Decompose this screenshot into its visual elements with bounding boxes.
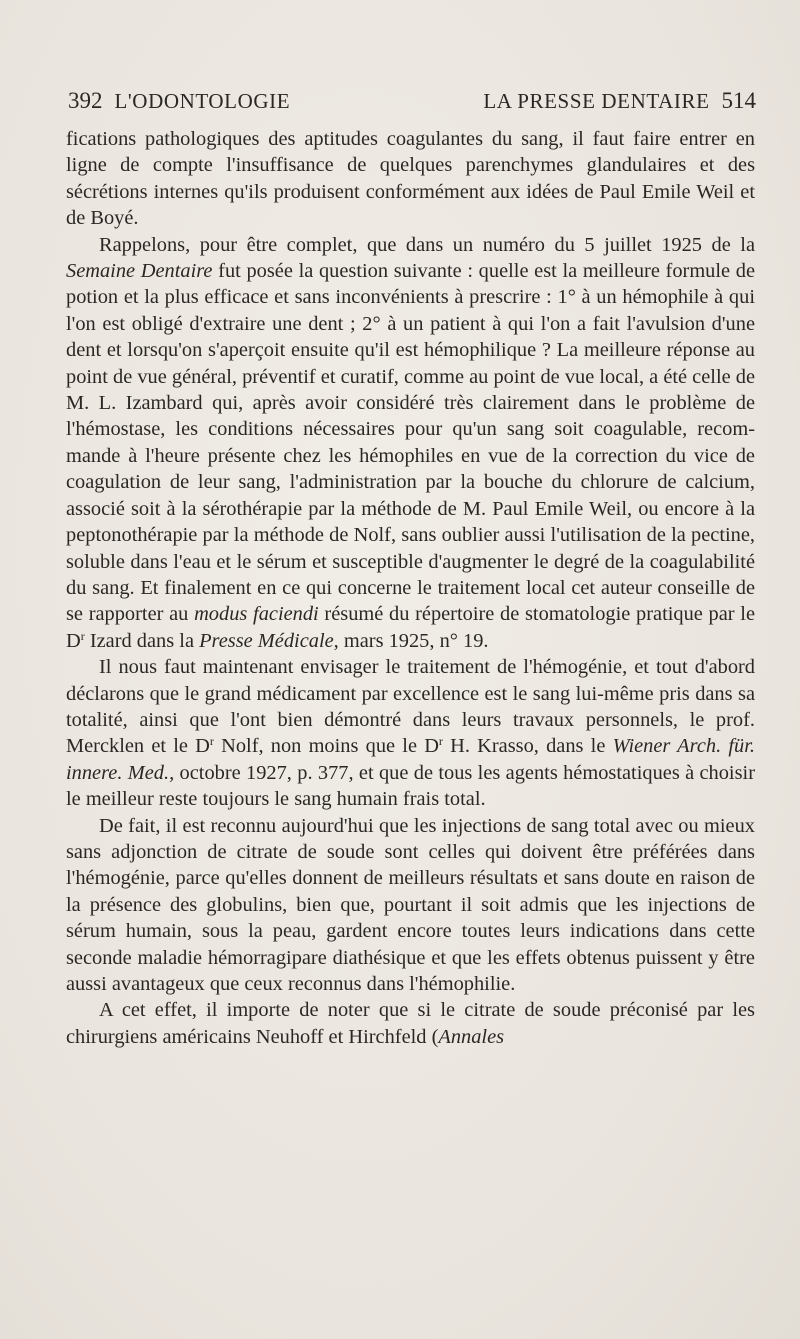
text-run: Rappelons, pour être complet, que dans un numéro du 5 juillet 1925 de la bbox=[99, 233, 755, 256]
text-run: fut posée la question suivante : quelle est la meilleure formule de potion et la plus efficace et sans inconvénients à prescrire : 1° à un hémophile à qui l'on est obligé d'extraire une dent ; 2° à un patient à qui l'on a fait l'avulsion d'une dent et lorsqu'on s'aperçoit ensuite qu'il est hémophilique ? La meilleure réponse au point de vue général, préventif et curatif, comme au point de vue local, a été celle de M. L. Izambard qui, après avoir considéré très clairement dans le problème de l'hémostase, les conditions nécessaires pour qu'un sang soit coagulable, recommande à l'heure présente chez les hémophiles en vue de la correction du vice de coagulation de leur sang, l'administration par la bouche du chlorure de calcium, associé soit à la sérothérapie par la méthode de M. Paul Emile Weil, ou encore à la peptonothérapie par la méthode de Nolf, sans oublier aussi l'utilisation de la pectine, soluble dans l'eau et le sérum et susceptible d'augmenter le degré de la coagulabilité du sang. Et finalement en ce qui concerne le traitement local cet auteur conseille de se rapporter au bbox=[66, 260, 756, 626]
left-page-number: 392 bbox=[68, 88, 103, 113]
text-run: Izard dans la bbox=[84, 629, 200, 652]
text-run: Nolf, non moins que le D bbox=[213, 735, 439, 758]
superscript: r bbox=[209, 734, 214, 749]
italic-citation: Semaine Dentaire bbox=[66, 260, 213, 283]
text-run: fications pathologiques des aptitudes coagulantes du sang, il faut faire entrer en ligne de compte l'insuffisance de quelques parenchymes glandulaires et des sécrétions internes qu'ils produisent conformément aux idées de Paul Emile Weil et de Boyé. bbox=[66, 128, 755, 230]
text-run: De fait, il est reconnu aujourd'hui que les injections de sang total avec ou mieux sans adjonction de citrate de soude sont celles qui doivent être préférées dans l'hémogénie, parce qu'elles donnent de meilleurs résultats et sans doute en raison de la présence des globulins, bien que, pourtant il soit admis que les injections de sérum humain, sous la peau, gardent encore toutes leurs indications dans cette seconde maladie hémorragipare diathésique et que les effets obtenus puissent y être aussi avantageux que ceux reconnus dans l'hémophilie. bbox=[66, 814, 755, 995]
paragraph bbox=[66, 654, 755, 812]
right-journal-title: LA PRESSE DENTAIRE bbox=[483, 89, 710, 113]
left-journal-title: L'ODONTOLOGIE bbox=[114, 89, 291, 113]
header-left bbox=[68, 86, 302, 116]
text-run: mars 1925, n° 19. bbox=[338, 629, 489, 652]
paragraph bbox=[66, 813, 755, 998]
paragraph bbox=[66, 232, 755, 655]
body-text bbox=[66, 126, 755, 1050]
paragraph bbox=[66, 126, 755, 232]
right-page-number: 514 bbox=[721, 88, 756, 113]
italic-citation: Presse Médicale, bbox=[199, 629, 339, 652]
text-run: H. Krasso, dans le bbox=[442, 735, 613, 758]
text-run: Il nous faut maintenant envisager le traitement de l'hémogénie, et tout d'abord déclarons que le grand médicament par excellence est le sang lui-même pris dans sa totalité, ainsi que l'ont bien démontré dans leurs travaux personnels, le prof. Mercklen et le D bbox=[66, 656, 755, 758]
text-run: résumé du répertoire de stomatologie pratique par le D bbox=[66, 603, 756, 652]
superscript: r bbox=[438, 734, 443, 749]
paragraph bbox=[66, 997, 755, 1050]
italic-citation: Annales bbox=[438, 1025, 505, 1048]
italic-citation: modus faciendi bbox=[194, 603, 319, 626]
text-run: octobre 1927, p. 377, et que de tous les agents hémostatiques à choisir le meilleur reste toujours le sang humain frais total. bbox=[66, 761, 755, 811]
italic-citation: Wiener Arch. für. innere. Med., bbox=[66, 735, 755, 784]
running-header bbox=[68, 86, 756, 116]
text-run: A cet effet, il importe de noter que si le citrate de soude préconisé par les chirurgiens américains Neuhoff et Hirchfeld ( bbox=[66, 999, 755, 1048]
header-right bbox=[471, 86, 756, 116]
superscript: r bbox=[80, 628, 85, 643]
